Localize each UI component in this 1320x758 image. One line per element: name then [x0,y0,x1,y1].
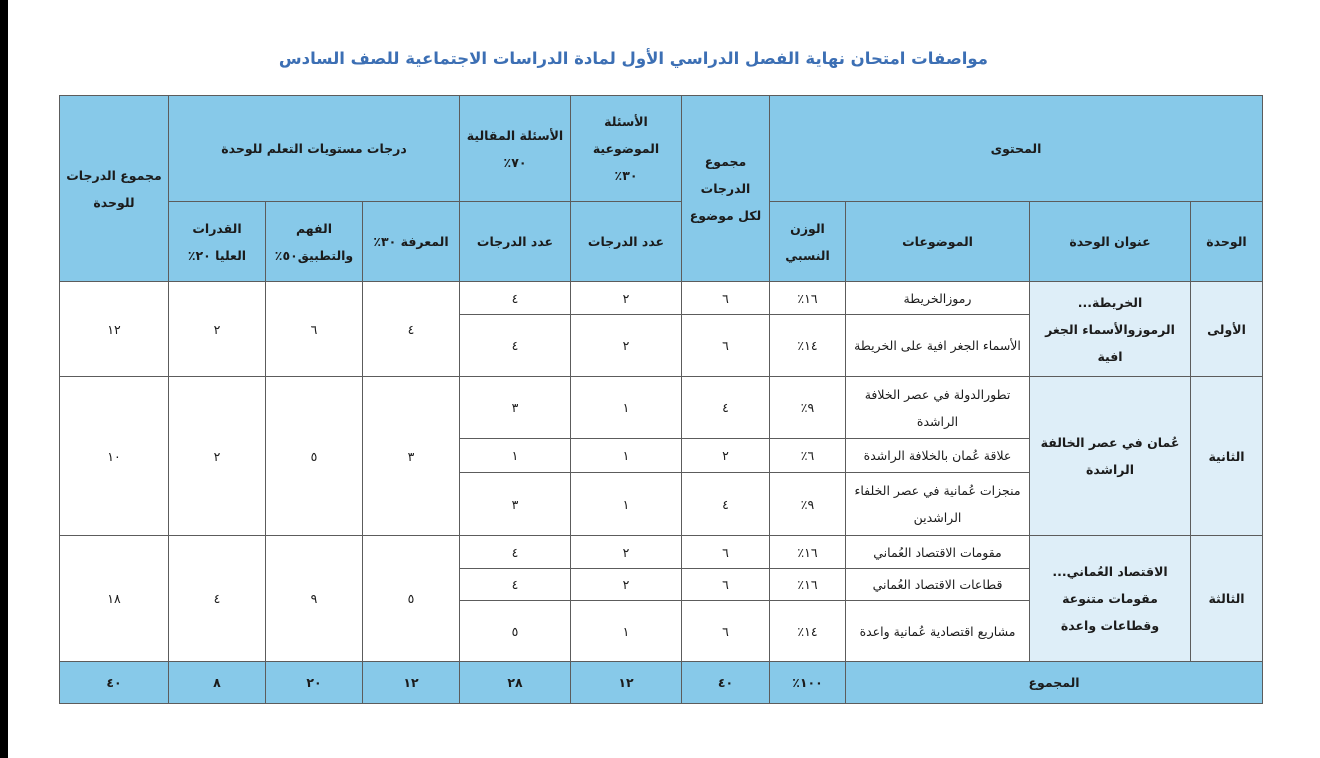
header-unit-total: مجموع الدرجات للوحدة [60,96,169,282]
objective-cell: ١ [571,439,682,473]
unit-name: الثانية [1191,377,1263,536]
topic-sum-cell: ٦ [682,315,770,377]
totals-understanding: ٢٠ [266,662,363,704]
header-understanding: الفهم والتطبيق٥٠٪ [266,202,363,282]
header-relative-weight: الوزن النسبي [770,202,846,282]
totals-unit-total: ٤٠ [60,662,169,704]
objective-cell: ١ [571,377,682,439]
essay-cell: ٤ [460,536,571,569]
unit-name: الأولى [1191,282,1263,377]
header-unit-title: عنوان الوحدة [1030,202,1191,282]
higher-cell: ٢ [169,282,266,377]
header-topics: الموضوعات [846,202,1030,282]
header-marks-essay: عدد الدرجات [460,202,571,282]
objective-cell: ١ [571,601,682,662]
unit-total-cell: ١٨ [60,536,169,662]
objective-cell: ٢ [571,282,682,315]
totals-knowledge: ١٢ [363,662,460,704]
header-unit: الوحدة [1191,202,1263,282]
header-topic-total: مجموع الدرجات لكل موضوع [682,96,770,282]
topic-sum-cell: ٦ [682,569,770,601]
table-row [60,536,1263,569]
topic-sum-cell: ٤ [682,473,770,536]
essay-cell: ٥ [460,601,571,662]
totals-objective: ١٢ [571,662,682,704]
weight-cell: ٦٪ [770,439,846,473]
objective-cell: ٢ [571,315,682,377]
topic-sum-cell: ٦ [682,536,770,569]
essay-cell: ٣ [460,473,571,536]
unit-total-cell: ١٠ [60,377,169,536]
essay-cell: ٣ [460,377,571,439]
topic-sum-cell: ٦ [682,282,770,315]
unit-total-cell: ١٢ [60,282,169,377]
knowledge-cell: ٣ [363,377,460,536]
totals-row [60,662,1263,704]
topic-cell: مقومات الاقتصاد العُماني [846,536,1030,569]
header-learning-levels: درجات مستويات التعلم للوحدة [169,96,460,202]
higher-cell: ٢ [169,377,266,536]
specification-table [59,95,1263,704]
essay-cell: ٤ [460,282,571,315]
topic-sum-cell: ٦ [682,601,770,662]
essay-cell: ٤ [460,315,571,377]
weight-cell: ١٤٪ [770,315,846,377]
topic-cell: قطاعات الاقتصاد العُماني [846,569,1030,601]
objective-cell: ١ [571,473,682,536]
totals-weight: ١٠٠٪ [770,662,846,704]
weight-cell: ١٦٪ [770,536,846,569]
unit-name: الثالثة [1191,536,1263,662]
totals-sum: ٤٠ [682,662,770,704]
weight-cell: ١٦٪ [770,282,846,315]
objective-cell: ٢ [571,536,682,569]
understanding-cell: ٥ [266,377,363,536]
topic-cell: رموزالخريطة [846,282,1030,315]
essay-cell: ٤ [460,569,571,601]
table-row [60,282,1263,315]
weight-cell: ٩٪ [770,473,846,536]
weight-cell: ١٤٪ [770,601,846,662]
understanding-cell: ٦ [266,282,363,377]
topic-sum-cell: ٢ [682,439,770,473]
document-title: مواصفات امتحان نهاية الفصل الدراسي الأول لمادة الدراسات الاجتماعية للصف السادس [278,49,988,68]
knowledge-cell: ٥ [363,536,460,662]
left-edge-bar [0,0,8,758]
header-content: المحتوى [770,96,1263,202]
objective-cell: ٢ [571,569,682,601]
unit-title: الخريطة... الرموزوالأسماء الجغر افية [1030,282,1191,377]
knowledge-cell: ٤ [363,282,460,377]
unit-title: الاقتصاد العُماني... مقومات متنوعة وقطاعات واعدة [1030,536,1191,662]
unit-title: عُمان في عصر الخالفة الراشدة [1030,377,1191,536]
weight-cell: ١٦٪ [770,569,846,601]
totals-essay: ٢٨ [460,662,571,704]
totals-label: المجموع [846,662,1263,704]
topic-cell: مشاريع اقتصادية عُمانية واعدة [846,601,1030,662]
table-row [60,377,1263,439]
topic-cell: الأسماء الجغر افية على الخريطة [846,315,1030,377]
understanding-cell: ٩ [266,536,363,662]
topic-sum-cell: ٤ [682,377,770,439]
weight-cell: ٩٪ [770,377,846,439]
topic-cell: تطورالدولة في عصر الخلافة الراشدة [846,377,1030,439]
header-essay-questions: الأسئلة المقالية ٧٠٪ [460,96,571,202]
header-knowledge: المعرفة ٣٠٪ [363,202,460,282]
topic-cell: منجزات عُمانية في عصر الخلفاء الراشدين [846,473,1030,536]
header-marks-objective: عدد الدرجات [571,202,682,282]
header-higher: القدرات العليا ٢٠٪ [169,202,266,282]
header-objective-questions: الأسئلة الموضوعية ٣٠٪ [571,96,682,202]
topic-cell: علاقة عُمان بالخلافة الراشدة [846,439,1030,473]
essay-cell: ١ [460,439,571,473]
higher-cell: ٤ [169,536,266,662]
totals-higher: ٨ [169,662,266,704]
